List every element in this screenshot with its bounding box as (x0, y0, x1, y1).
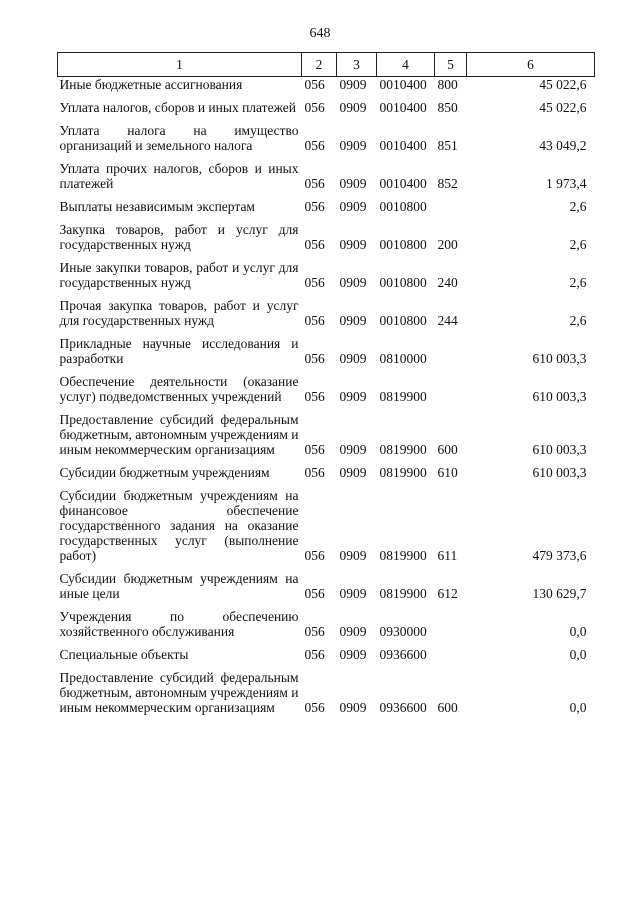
header-cell-article: 4 (377, 53, 435, 77)
table-row (58, 294, 595, 332)
row-section-code: 0909 (339, 351, 367, 366)
row-expense-type (435, 332, 467, 370)
row-section-code: 0909 (339, 586, 367, 601)
table-row (58, 119, 595, 157)
row-name: Выплаты независимым экспертам (59, 199, 255, 214)
row-amount: 479 373,6 (532, 548, 587, 563)
row-section-code: 0909 (339, 176, 367, 191)
row-section-code: 0909 (339, 275, 367, 290)
row-amount: 610 003,3 (532, 442, 587, 457)
row-article-code: 0936600 (379, 700, 427, 715)
row-name: Предоставление субсидий федеральным бюджетным, автономным учреждениям и иным некоммерческим организациям (59, 670, 299, 715)
row-expense-type (435, 370, 467, 408)
table-row (58, 256, 595, 294)
row-ministry-code: 056 (304, 275, 325, 290)
row-name: Предоставление субсидий федеральным бюджетным, автономным учреждениям и иным некоммерческим организациям (59, 412, 299, 457)
row-expense-type: 800 (437, 77, 458, 92)
row-name: Иные закупки товаров, работ и услуг для государственных нужд (59, 260, 299, 290)
row-article-code: 0010800 (379, 199, 427, 214)
table-row (58, 332, 595, 370)
row-expense-type: 610 (437, 465, 458, 480)
row-amount: 610 003,3 (532, 351, 587, 366)
table-row (58, 195, 595, 218)
row-name: Уплата прочих налогов, сборов и иных платежей (59, 161, 299, 191)
row-expense-type: 611 (437, 548, 458, 563)
row-amount: 610 003,3 (532, 389, 587, 404)
table-row (58, 370, 595, 408)
row-article-code: 0010400 (379, 138, 427, 153)
row-ministry-code: 056 (304, 548, 325, 563)
row-expense-type: 612 (437, 586, 458, 601)
row-article-code: 0930000 (379, 624, 427, 639)
row-ministry-code: 056 (304, 442, 325, 457)
row-article-code: 0010400 (379, 77, 427, 92)
row-amount: 0,0 (569, 647, 587, 662)
header-cell-ministry: 2 (302, 53, 337, 77)
header-cell-amount: 6 (467, 53, 595, 77)
row-section-code: 0909 (339, 100, 367, 115)
row-section-code: 0909 (339, 624, 367, 639)
row-article-code: 0936600 (379, 647, 427, 662)
row-name: Обеспечение деятельности (оказание услуг) подведомственных учреждений (59, 374, 299, 404)
row-section-code: 0909 (339, 442, 367, 457)
row-amount: 0,0 (569, 700, 587, 715)
table-row (58, 567, 595, 605)
row-ministry-code: 056 (304, 313, 325, 328)
row-expense-type: 600 (437, 442, 458, 457)
row-section-code: 0909 (339, 313, 367, 328)
row-expense-type (435, 643, 467, 666)
row-article-code: 0819900 (379, 442, 427, 457)
row-amount: 45 022,6 (539, 100, 587, 115)
table-row (58, 605, 595, 643)
row-amount: 0,0 (569, 624, 587, 639)
row-name: Субсидии бюджетным учреждениям на финансовое обеспечение государственного задания на оказание государственных услуг (выполнение работ) (59, 488, 299, 563)
row-expense-type: 200 (437, 237, 458, 252)
row-name: Субсидии бюджетным учреждениям (59, 465, 270, 480)
row-section-code: 0909 (339, 647, 367, 662)
row-ministry-code: 056 (304, 647, 325, 662)
row-ministry-code: 056 (304, 624, 325, 639)
row-ministry-code: 056 (304, 465, 325, 480)
row-amount: 2,6 (569, 237, 587, 252)
row-ministry-code: 056 (304, 199, 325, 214)
row-article-code: 0010800 (379, 237, 427, 252)
row-article-code: 0010400 (379, 176, 427, 191)
header-cell-name: 1 (58, 53, 302, 77)
row-ministry-code: 056 (304, 389, 325, 404)
row-amount: 2,6 (569, 313, 587, 328)
row-amount: 43 049,2 (539, 138, 587, 153)
row-ministry-code: 056 (304, 138, 325, 153)
row-name: Специальные объекты (59, 647, 189, 662)
row-amount: 2,6 (569, 199, 587, 214)
row-article-code: 0010800 (379, 275, 427, 290)
row-section-code: 0909 (339, 199, 367, 214)
row-expense-type: 240 (437, 275, 458, 290)
table-row (58, 408, 595, 461)
row-ministry-code: 056 (304, 77, 325, 92)
page-number: 648 (309, 26, 331, 41)
row-section-code: 0909 (339, 548, 367, 563)
table-row (58, 484, 595, 567)
row-amount: 130 629,7 (532, 586, 587, 601)
row-article-code: 0819900 (379, 548, 427, 563)
row-name: Иные бюджетные ассигнования (59, 77, 243, 92)
row-ministry-code: 056 (304, 700, 325, 715)
row-article-code: 0819900 (379, 586, 427, 601)
row-article-code: 0010400 (379, 100, 427, 115)
row-article-code: 0819900 (379, 465, 427, 480)
row-article-code: 0810000 (379, 351, 427, 366)
table-row (58, 218, 595, 256)
row-name: Прочая закупка товаров, работ и услуг для государственных нужд (59, 298, 299, 328)
row-amount: 610 003,3 (532, 465, 587, 480)
header-row (58, 53, 595, 77)
row-name: Закупка товаров, работ и услуг для государственных нужд (59, 222, 299, 252)
row-section-code: 0909 (339, 465, 367, 480)
table-row (58, 157, 595, 195)
row-expense-type (435, 605, 467, 643)
table-row (58, 666, 595, 719)
budget-table (57, 52, 595, 719)
row-article-code: 0819900 (379, 389, 427, 404)
row-ministry-code: 056 (304, 351, 325, 366)
row-amount: 45 022,6 (539, 77, 587, 92)
row-section-code: 0909 (339, 138, 367, 153)
row-ministry-code: 056 (304, 586, 325, 601)
row-name: Прикладные научные исследования и разработки (59, 336, 299, 366)
table-row (58, 643, 595, 666)
row-article-code: 0010800 (379, 313, 427, 328)
row-amount: 2,6 (569, 275, 587, 290)
table-row (58, 77, 595, 97)
row-section-code: 0909 (339, 700, 367, 715)
row-ministry-code: 056 (304, 176, 325, 191)
row-ministry-code: 056 (304, 237, 325, 252)
row-expense-type (435, 195, 467, 218)
row-name: Учреждения по обеспечению хозяйственного обслуживания (59, 609, 299, 639)
row-expense-type: 852 (437, 176, 458, 191)
row-amount: 1 973,4 (546, 176, 587, 191)
table-header (58, 53, 595, 77)
row-name: Уплата налогов, сборов и иных платежей (59, 100, 296, 115)
header-cell-section: 3 (337, 53, 377, 77)
row-name: Субсидии бюджетным учреждениям на иные цели (59, 571, 299, 601)
row-name: Уплата налога на имущество организаций и земельного налога (59, 123, 299, 153)
row-expense-type: 244 (437, 313, 458, 328)
row-section-code: 0909 (339, 389, 367, 404)
table-row (58, 461, 595, 484)
header-cell-expense-type: 5 (435, 53, 467, 77)
row-section-code: 0909 (339, 77, 367, 92)
row-expense-type: 851 (437, 138, 458, 153)
row-expense-type: 600 (437, 700, 458, 715)
row-ministry-code: 056 (304, 100, 325, 115)
row-section-code: 0909 (339, 237, 367, 252)
table-body (58, 77, 595, 720)
row-expense-type: 850 (437, 100, 458, 115)
table-row (58, 96, 595, 119)
